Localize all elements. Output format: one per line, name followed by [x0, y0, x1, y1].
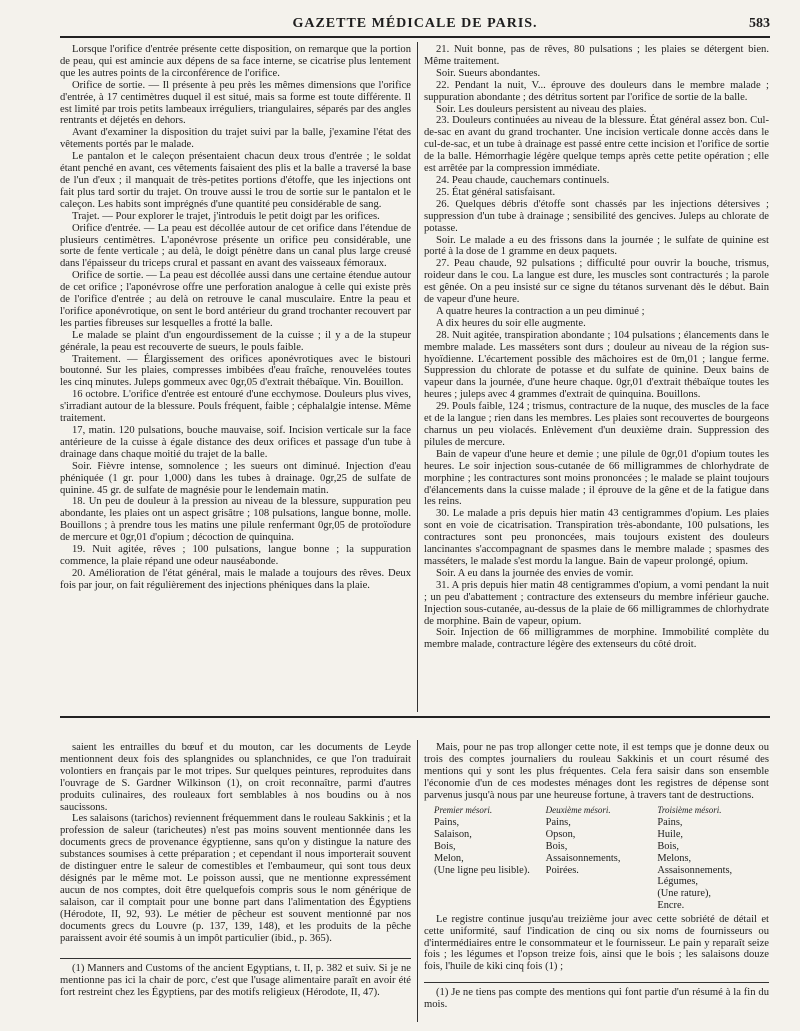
footnote-right [424, 987, 769, 1011]
paragraph: 27. Peau chaude, 92 pulsations ; difficulté pour ouvrir la bouche, trismus, roideur dans le cou. La langue est dure, les muscles sont contracturés ; la parole est gênée. On a peu insisté sur ce signe du tétanos survenant dès le début. Bain de vapeur d'une heure. [424, 258, 769, 306]
paragraph: Trajet. — Pour explorer le trajet, j'introduis le petit doigt par les orifices. [72, 210, 380, 222]
paragraph: Le malade se plaint d'un engourdissement de la cuisse ; il y a de la stupeur générale, la peau est recouverte de sueurs, le pouls faible. [60, 329, 411, 353]
paragraph: Le pantalon et le caleçon présentaient chacun deux trous d'entrée ; le soldat étant penché en avant, ces vêtements faisaient des plis et la balle a traversé la base de l'un d'eux ; il manquait de très-petites portions d'étoffe, que les injections ont fait plus tard sortir du trajet. On trouve aussi le trou de sortie sur le pantalon et le caleçon. Les habits sont imprégnés d'une quantité peu considérable de sang. [60, 151, 411, 210]
article-column-left [60, 44, 411, 709]
footnote-text: (1) Je ne tiens pas compte des mentions qui font partie d'un résumé à la fin du mois. [424, 987, 769, 1010]
paragraph: Soir. A eu dans la journée des envies de vomir. [436, 567, 634, 579]
account-item: Poirées. [545, 864, 579, 876]
paragraph: Lorsque l'orifice d'entrée présente cette disposition, on remarque que la portion de peau, qui est amincie aux dépens de sa face interne, se cicatrise plus lentement que les autres points de la circonférence de l'orifice. [60, 44, 411, 79]
account-item: Bois, [545, 840, 568, 852]
paragraph: Soir. Sueurs abondantes. [436, 67, 541, 79]
paragraph: 23. Douleurs continuées au niveau de la blessure. État général assez bon. Cul-de-sac en avant du grand trochanter. Une incision verticale donne accès dans le cul-de-sac, et un tube à drainage est passé entre cette incision et l'orifice de sortie de la balle. Hémorrhagie légère quelque temps après cette petite opération ; elle est arrêtée par la compression immédiate. [424, 115, 769, 175]
footnote-text: (1) Manners and Customs of the ancient Egyptians, t. II, p. 382 et suiv. Si je ne mentionne pas ici la chair de porc, c'est que l'usage alimentaire paraît en avoir été fort restreint chez les Égyptiens, par des motifs religieux (Hérodote, II, 47). [60, 963, 411, 998]
daily-accounts [434, 805, 769, 912]
paragraph: Soir. Le malade a eu des frissons dans la journée ; le sulfate de quinine est porté à la dose de 1 gramme en deux paquets. [424, 234, 769, 258]
paragraph: A dix heures du soir elle augmente. [436, 317, 586, 329]
account-item: Assaisonnements, [657, 864, 733, 876]
account-item: Pains, [657, 817, 683, 829]
paragraph: 30. Le malade a pris depuis hier matin 43 centigrammes d'opium. Les plaies sont en voie de cicatrisation. Transpiration très-abondante, 100 pulsations, les contractures sont peu prononcées, mais toujours existent des douleurs lancinantes s'accompagnant de spasmes dans le membre malade ; spasmes des masséters, le malade s'est mordu la langue. Bain de vapeur prolongé, opium. [424, 508, 769, 567]
paragraph: Soir. Les douleurs persistent au niveau des plaies. [436, 103, 647, 115]
paragraph: Soir. Injection de 66 milligrammes de morphine. Immobilité complète du membre malade, contracture légère des extenseurs du côté droit. [424, 627, 769, 651]
paragraph: 25. État général satisfaisant. [436, 186, 556, 198]
column-divider [417, 740, 418, 1022]
page-header [60, 14, 770, 38]
paragraph: Orifice d'entrée. — La peau est décollée autour de cet orifice dans l'étendue de plusieurs centimètres. L'aponévrose présente un orifice peu considérable, une sorte de fente verticale ; au delà, le doigt pénètre dans un canal plus large creusé dans l'épaisseur du triceps crural et passant en avant des vaisseaux fémoraux. [60, 222, 411, 270]
paragraph: 17, matin. 120 pulsations, bouche mauvaise, soif. Incision verticale sur la face antérieure de la cuisse à égale distance des deux orifices et passage d'un tube à drainage dans chaque moitié du trajet de la balle. [60, 425, 411, 460]
footnote-rule [424, 982, 769, 983]
paragraph: 16 octobre. L'orifice d'entrée est entouré d'une ecchymose. Douleurs plus vives, s'irradiant autour de la blessure. Pouls fréquent, faible ; céphalalgie intense. Même traitement. [60, 389, 411, 425]
article-column-right [424, 44, 769, 709]
paragraph: 19. Nuit agitée, rêves ; 100 pulsations, langue bonne ; la suppuration commence, la plaie répand une odeur nauséabonde. [60, 544, 411, 567]
account-item: Bois, [434, 840, 456, 852]
paragraph: Traitement. — Élargissement des orifices aponévrotiques avec le bistouri boutonné. Sur les plaies, compresses imbibées d'eau fraîche, renouvelées toutes les cinq minutes. Juleps gommeux avec 0gr,05 d'extrait thébaïque. Vin. Bouillon. [60, 353, 411, 389]
account-item: Opson, [545, 829, 576, 841]
running-title: GAZETTE MÉDICALE DE PARIS. [292, 16, 538, 31]
paragraph: 24. Peau chaude, cauchemars continuels. [436, 174, 610, 186]
account-item: (Une rature), [657, 888, 711, 900]
paragraph: 18. Un peu de douleur à la pression au niveau de la blessure, suppuration peu abondante, les plaies ont un aspect grisâtre ; 108 pulsations, langue bonne, molle. Bouillons ; à prendre tous les matins une pilule renfermant 0gr,05 de protoïodure de mercure et 0gr,01 d'opium ; décoction de quinquina. [60, 496, 411, 544]
account-item: Légumes, [657, 876, 699, 888]
account-item: Salaison, [434, 829, 472, 841]
account-item: Melons, [657, 852, 692, 864]
account-day-1 [434, 805, 546, 912]
account-item: Huile, [657, 829, 684, 841]
paragraph: A quatre heures la contraction a un peu diminué ; [436, 305, 645, 317]
account-item: Melon, [434, 852, 464, 864]
account-item: Encre. [657, 899, 685, 911]
account-item: (Une ligne peu lisible). [434, 864, 530, 876]
paragraph: 20. Amélioration de l'état général, mais le malade a toujours des rêves. Deux fois par jour, on fait régulièrement des injections phéniques dans la plaie. [60, 567, 411, 591]
account-item: Assaisonnements, [545, 852, 621, 864]
footnote-rule [60, 958, 411, 959]
account-heading: Troisième mésori. [657, 804, 722, 815]
paragraph: 22. Pendant la nuit, V... éprouve des douleurs dans le membre malade ; suppuration abondante ; des détritus sortent par l'orifice de sortie de la balle. [424, 79, 769, 103]
account-item: Pains, [434, 817, 460, 829]
paragraph: saient les entrailles du bœuf et du mouton, car les documents de Leyde mentionnent deux fois des splangnides ou splanchnides, ce que l'on traduirait volontiers en français par le mot tripes. Sur quelques peintures, reproduites dans l'ouvrage de S. Gardner Wilkinson (1), on croit reconnaître, parmi d'autres produits culinaires, des rouleaux fort semblables à nos boudins ou à nos saucissons. [60, 742, 411, 813]
paragraph: 21. Nuit bonne, pas de rêves, 80 pulsations ; les plaies se détergent bien. Même traitement. [424, 44, 769, 67]
paragraph: Orifice de sortie. — Il présente à peu près les mêmes dimensions que l'orifice d'entrée, à 17 centimètres duquel il est situé, mais sa forme est toute différente. Il est limité par trois petits lambeaux irréguliers, triangulaires, séparés par des angles rentrants et déjetés en dehors. [60, 79, 411, 127]
paragraph: 26. Quelques débris d'étoffe sont chassés par les injections détersives ; suppression d'un tube à drainage ; sensibilité des gencives. Juleps au chlorate de potasse. [424, 198, 769, 234]
paragraph: 29. Pouls faible, 124 ; trismus, contracture de la nuque, des muscles de la face et de la langue ; rien dans les membres. Les plaies sont recouvertes de bourgeons charnus un peu violacés. Enlèvement d'un deuxième drain. Suppression des pilules de mercure. [424, 401, 769, 448]
account-item: Bois, [657, 840, 679, 852]
footnote-left [60, 963, 411, 999]
paragraph: Bain de vapeur d'une heure et demie ; une pilule de 0gr,01 d'opium toutes les heures. Le soir injection sous-cutanée de 66 milligrammes de chlorhydrate de morphine ; les contractures sont moins prononcées ; le malade se plaint toujours d'élancements dans la cuisse malade ; il éprouve de la gêne et de la fatigue dans les reins. [424, 448, 769, 508]
account-day-2 [546, 805, 658, 912]
paragraph: Le registre continue jusqu'au treizième jour avec cette sobriété de détail et cette uniformité, sauf l'indication de cinq ou six noms de fournisseurs ou d'intermédiaires entre le consommateur et le fournisseur. Le pain y reparaît seize fois ; les légumes et l'opson treize fois, ainsi que le bois ; les salaisons douze fois, l'huile de kiki cinq fois (1) ; [424, 913, 769, 973]
paragraph: Les salaisons (tarichos) reviennent fréquemment dans le rouleau Sakkinis ; et la profession de saleur (taricheutes) n'est pas moins souvent mentionnée dans les documents grecs de provenance égyptienne, sans qu'on y distingue la nature des substances soumises à cette préparation ; et cependant il nous importerait souvent de distinguer entre le saleur de comestibles et l'embaumeur, qui sont tous deux désignés par le même mot. Le poisson aussi, que ne mentionne expressément aucun de nos comptes, doit être quelquefois compris sous le nom générique de salaison, car il comptait pour une bonne part dans l'alimentation des Égyptiens (Hérodote, II, 92, 93). Le métier de pêcheur est souvent mentionné par nos documents grecs du Louvre (p. 137, 139, 148), et les produits de la pêche paraissent avoir été soumis à un impôt particulier (ibid., p. 365). [60, 813, 411, 944]
account-item: Pains, [545, 817, 571, 829]
paragraph: 28. Nuit agitée, transpiration abondante ; 104 pulsations ; élancements dans le membre malade. Les masséters sont durs ; douleur au niveau de la région sus-hyoïdienne. L'écartement possible des mâchoires est de 0m,01 ; langue ferme. Suppression du chlorate de potasse et du sulfate de quinine. Deux bains de vapeur dans la journée, d'une heure chaque. 0gr,01 d'extrait thébaïque toutes les heures ; juleps avec 4 grammes d'extrait de quinquina. Bouillons. [424, 329, 769, 401]
paragraph: Orifice de sortie. — La peau est décollée aussi dans une certaine étendue autour de cet orifice ; l'aponévrose offre une perforation analogue à celle qui existe près de l'orifice d'entrée ; au delà on retrouve le canal musculaire. Entre la peau et l'orifice aponévrotique, on sent le bord antérieur du grand trochanter recouvert par les parties fibreuses sur lesquelles a frotté la balle. [60, 270, 411, 329]
account-heading: Deuxième mésori. [545, 804, 611, 815]
paragraph: Mais, pour ne pas trop allonger cette note, il est temps que je donne deux ou trois des comptes journaliers du rouleau Sakkinis et un court résumé des mentions qui y sont les plus fréquentes. Cela fera saisir dans son ensemble l'économie d'un de ces modestes ménages dont les registres de dépense sont parvenus jusqu'à nous par une heureuse fortune, à travers tant de destructions. [424, 742, 769, 801]
feuilleton-column-left [60, 742, 411, 952]
section-divider [60, 716, 770, 718]
page-number: 583 [749, 16, 770, 31]
paragraph: Soir. Fièvre intense, somnolence ; les sueurs ont diminué. Injection d'eau phéniquée (1 gr. pour 1,000) dans les tubes à drainage. 0gr,25 de sulfate de quinine. 45 gr. de sulfate de magnésie pour le lendemain matin. [60, 460, 411, 496]
column-divider [417, 42, 418, 712]
account-day-3 [657, 805, 769, 912]
paragraph: 31. A pris depuis hier matin 48 centigrammes d'opium, a vomi pendant la nuit ; un peu d'abattement ; contracture des extenseurs du membre inférieur gauche. Injection sous-cutanée, au-dessus de la plaie de 66 milligrammes de chlorhydrate de morphine. Bain de vapeur, opium. [424, 579, 769, 627]
account-heading: Premier mésori. [434, 804, 493, 815]
feuilleton-column-right [424, 742, 769, 973]
paragraph: Avant d'examiner la disposition du trajet suivi par la balle, j'examine l'état des vêtements portés par le malade. [60, 127, 411, 151]
